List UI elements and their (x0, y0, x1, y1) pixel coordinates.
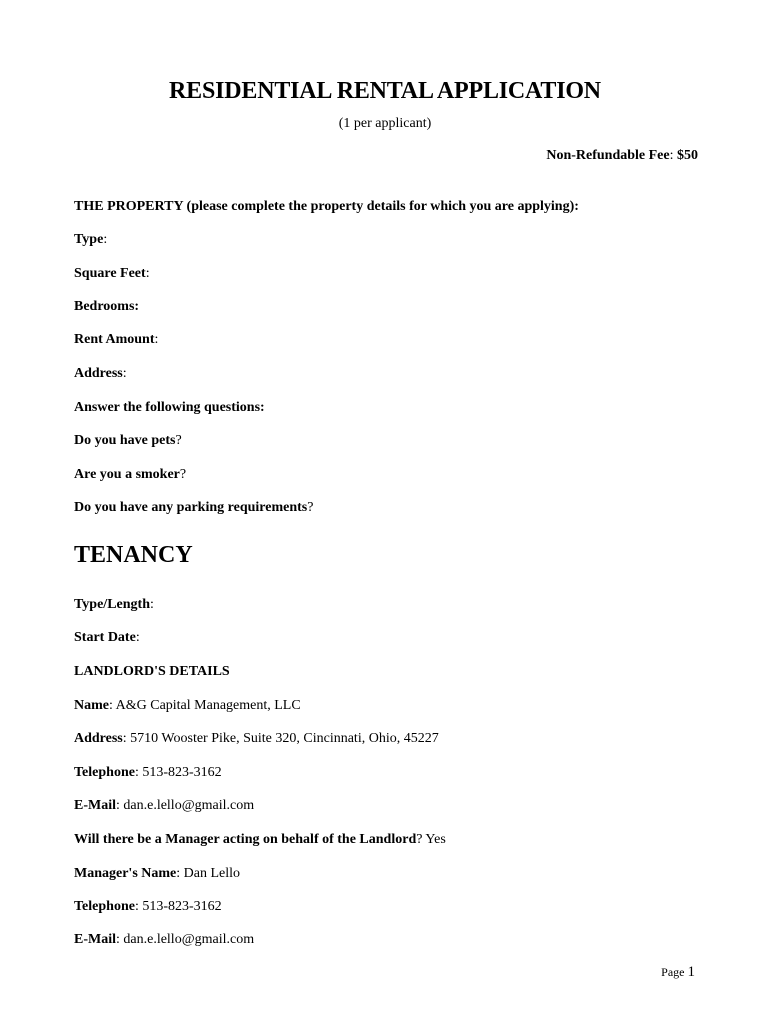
start-date-label: Start Date (74, 630, 136, 645)
questions-heading: Answer the following questions: (74, 400, 265, 415)
landlord-name-field (74, 698, 301, 714)
landlord-telephone-value: : 513-823-3162 (134, 765, 222, 780)
document-title: RESIDENTIAL RENTAL APPLICATION (169, 78, 601, 104)
bedrooms-label: Bedrooms: (74, 299, 140, 314)
start-date-sep: : (135, 630, 140, 645)
document-subtitle: (1 per applicant) (338, 116, 432, 131)
tenancy-heading: TENANCY (74, 542, 193, 568)
manager-question-label: Will there be a Manager acting on behalf of the Landlord (74, 832, 417, 847)
smoker-question-label: Are you a smoker (74, 467, 180, 482)
type-length-field (74, 597, 154, 613)
bedrooms-field (74, 299, 139, 315)
parking-question-mark: ? (307, 500, 314, 515)
landlord-address-field (74, 731, 439, 747)
property-section-heading: THE PROPERTY (please complete the property details for which you are applying): (74, 199, 579, 214)
property-address-field (74, 366, 127, 382)
pets-question-mark: ? (175, 433, 182, 448)
page-number-value: 1 (687, 964, 695, 980)
landlord-name-value: : A&G Capital Management, LLC (109, 698, 301, 713)
rent-amount-field (74, 332, 158, 348)
start-date-field (74, 630, 140, 646)
pets-question (74, 433, 182, 449)
property-type-sep: : (103, 232, 108, 247)
landlord-telephone-field (74, 765, 222, 781)
landlord-details-heading: LANDLORD'S DETAILS (74, 664, 230, 679)
smoker-question (74, 467, 186, 483)
landlord-email-value: : dan.e.lello@gmail.com (116, 798, 255, 813)
manager-question-answer: ? Yes (416, 832, 446, 847)
page-number (661, 964, 695, 981)
rent-amount-label: Rent Amount (74, 332, 155, 347)
parking-question-label: Do you have any parking requirements (74, 500, 308, 515)
manager-telephone-value: : 513-823-3162 (134, 899, 222, 914)
landlord-email-field (74, 798, 254, 814)
fee-line (546, 148, 698, 164)
manager-telephone-field (74, 899, 222, 915)
page-label: Page (661, 965, 688, 979)
manager-name-label: Manager's Name (74, 866, 177, 881)
landlord-telephone-label: Telephone (74, 765, 135, 780)
fee-separator: : (669, 148, 677, 163)
parking-question (74, 500, 313, 516)
manager-email-label: E-Mail (74, 932, 116, 947)
property-type-field (74, 232, 107, 248)
type-length-label: Type/Length (74, 597, 150, 612)
square-feet-label: Square Feet (74, 266, 146, 281)
manager-telephone-label: Telephone (74, 899, 135, 914)
landlord-address-value: : 5710 Wooster Pike, Suite 320, Cincinnati, Ohio, 45227 (122, 731, 439, 746)
property-type-label: Type (74, 232, 104, 247)
property-address-sep: : (122, 366, 127, 381)
manager-question-field (74, 832, 446, 848)
property-address-label: Address (74, 366, 123, 381)
manager-name-field (74, 866, 240, 882)
square-feet-sep: : (145, 266, 150, 281)
landlord-email-label: E-Mail (74, 798, 116, 813)
square-feet-field (74, 266, 150, 282)
rent-amount-sep: : (154, 332, 159, 347)
fee-value: $50 (677, 148, 698, 163)
landlord-name-label: Name (74, 698, 109, 713)
type-length-sep: : (149, 597, 154, 612)
manager-email-value: : dan.e.lello@gmail.com (116, 932, 255, 947)
manager-name-value: : Dan Lello (176, 866, 241, 881)
pets-question-label: Do you have pets (74, 433, 176, 448)
manager-email-field (74, 932, 254, 948)
smoker-question-mark: ? (179, 467, 187, 482)
landlord-address-label: Address (74, 731, 123, 746)
fee-label: Non-Refundable Fee (546, 148, 670, 163)
